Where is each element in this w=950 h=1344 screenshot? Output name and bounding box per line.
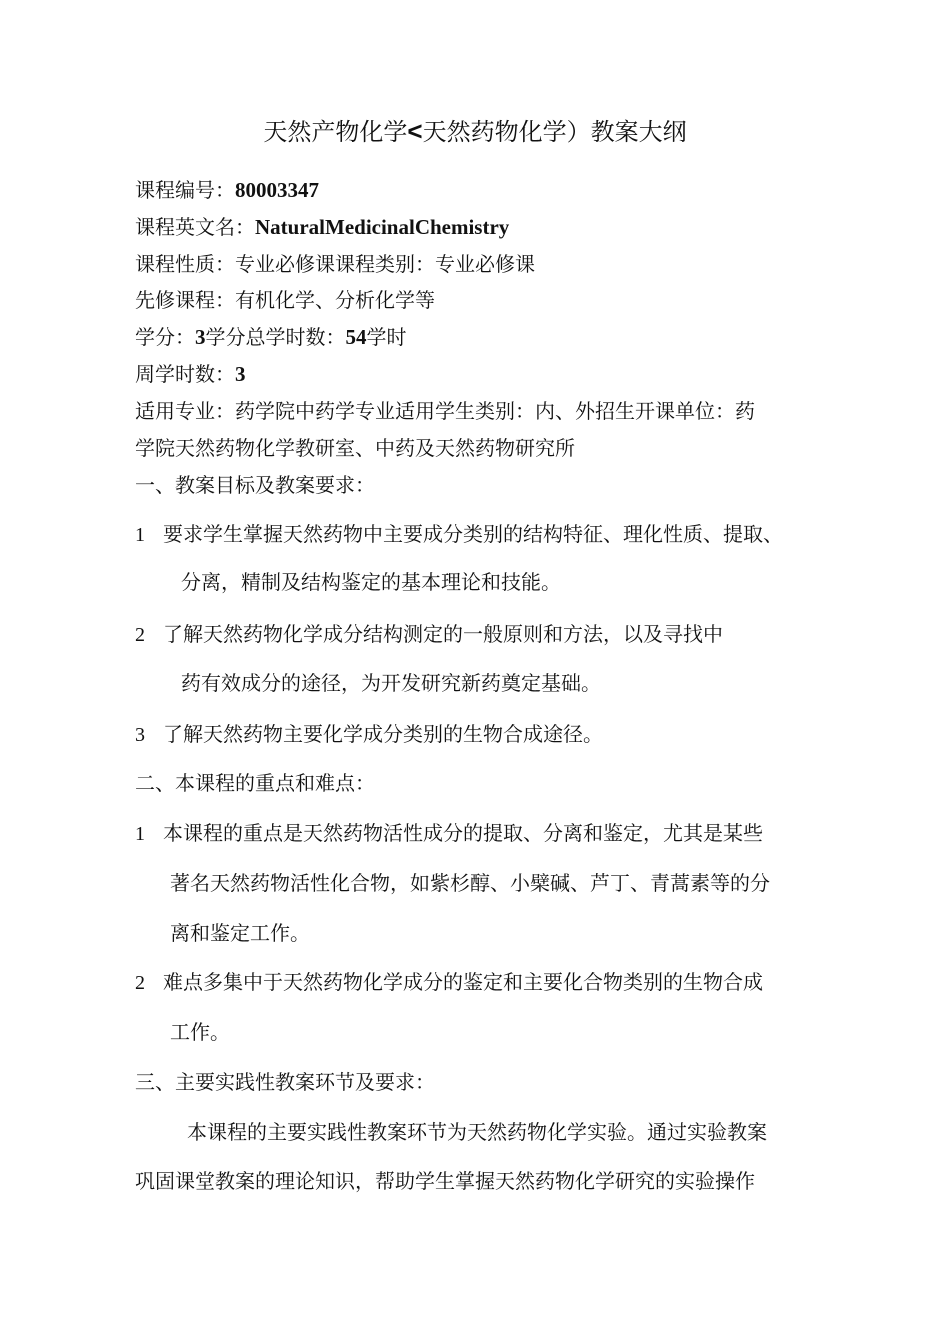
section1-item-3	[135, 719, 603, 750]
section3-paragraph-line-2: 巩固课堂教案的理论知识，帮助学生掌握天然药物化学研究的实验操作	[135, 1169, 755, 1193]
course-code-line	[135, 175, 319, 205]
section2-item-2-cont: 工作。	[170, 1020, 230, 1044]
weekly-hours-line	[135, 359, 246, 389]
english-name-label: 课程英文名：	[135, 215, 255, 239]
item-text: 本课程的重点是天然药物活性成分的提取、分离和鉴定，尤其是某些	[163, 821, 763, 845]
section1-item-1	[135, 519, 783, 550]
item-number: 1	[135, 823, 145, 845]
hours-value: 54	[345, 325, 367, 349]
credit-line	[135, 322, 407, 352]
section1-heading: 一、教案目标及教案要求：	[135, 473, 375, 497]
item-number: 2	[135, 972, 145, 994]
title-left: 天然产物化学	[263, 118, 408, 146]
item-number: 3	[135, 724, 145, 746]
section2-item-1-cont-2: 离和鉴定工作。	[170, 921, 310, 945]
english-name-value: NaturalMedicinalChemistry	[255, 215, 510, 239]
course-code-value: 80003347	[235, 178, 319, 202]
title-right: 天然药物化学）教案大纲	[422, 118, 687, 146]
major-line-2: 学院天然药物化学教研室、中药及天然药物研究所	[135, 436, 575, 460]
section2-heading: 二、本课程的重点和难点：	[135, 771, 375, 795]
credit-label: 学分：	[135, 325, 195, 349]
section1-item-2	[135, 619, 723, 650]
section2-item-2	[135, 967, 763, 998]
section1-item-1-cont: 分离，精制及结构鉴定的基本理论和技能。	[181, 570, 561, 594]
section2-item-1-cont-1: 著名天然药物活性化合物，如紫杉醇、小檗碱、芦丁、青蒿素等的分	[170, 871, 770, 895]
section2-item-1	[135, 818, 763, 849]
credit-mid: 学分总学时数：	[205, 325, 346, 349]
weekly-label: 周学时数：	[135, 362, 235, 386]
course-code-label: 课程编号：	[135, 178, 235, 202]
item-number: 2	[135, 624, 145, 646]
item-text: 难点多集中于天然药物化学成分的鉴定和主要化合物类别的生物合成	[163, 970, 763, 994]
item-text: 要求学生掌握天然药物中主要成分类别的结构特征、理化性质、提取、	[163, 522, 783, 546]
hours-unit: 学时	[366, 325, 407, 349]
section3-paragraph-line-1: 本课程的主要实践性教案环节为天然药物化学实验。通过实验教案	[187, 1120, 767, 1144]
item-text: 了解天然药物主要化学成分类别的生物合成途径。	[163, 722, 603, 746]
title-mark: <	[407, 116, 423, 146]
weekly-value: 3	[235, 362, 246, 386]
english-name-line	[135, 212, 509, 242]
course-nature-line: 课程性质：专业必修课课程类别：专业必修课	[135, 252, 535, 276]
credit-value: 3	[195, 325, 206, 349]
section1-item-2-cont: 药有效成分的途径，为开发研究新药奠定基础。	[181, 671, 601, 695]
item-text: 了解天然药物化学成分结构测定的一般原则和方法，以及寻找中	[163, 622, 723, 646]
major-line-1: 适用专业：药学院中药学专业适用学生类别：内、外招生开课单位：药	[135, 399, 755, 423]
prerequisite-line: 先修课程：有机化学、分析化学等	[135, 288, 435, 312]
item-number: 1	[135, 524, 145, 546]
section3-heading: 三、主要实践性教案环节及要求：	[135, 1070, 435, 1094]
document-title	[0, 113, 950, 150]
